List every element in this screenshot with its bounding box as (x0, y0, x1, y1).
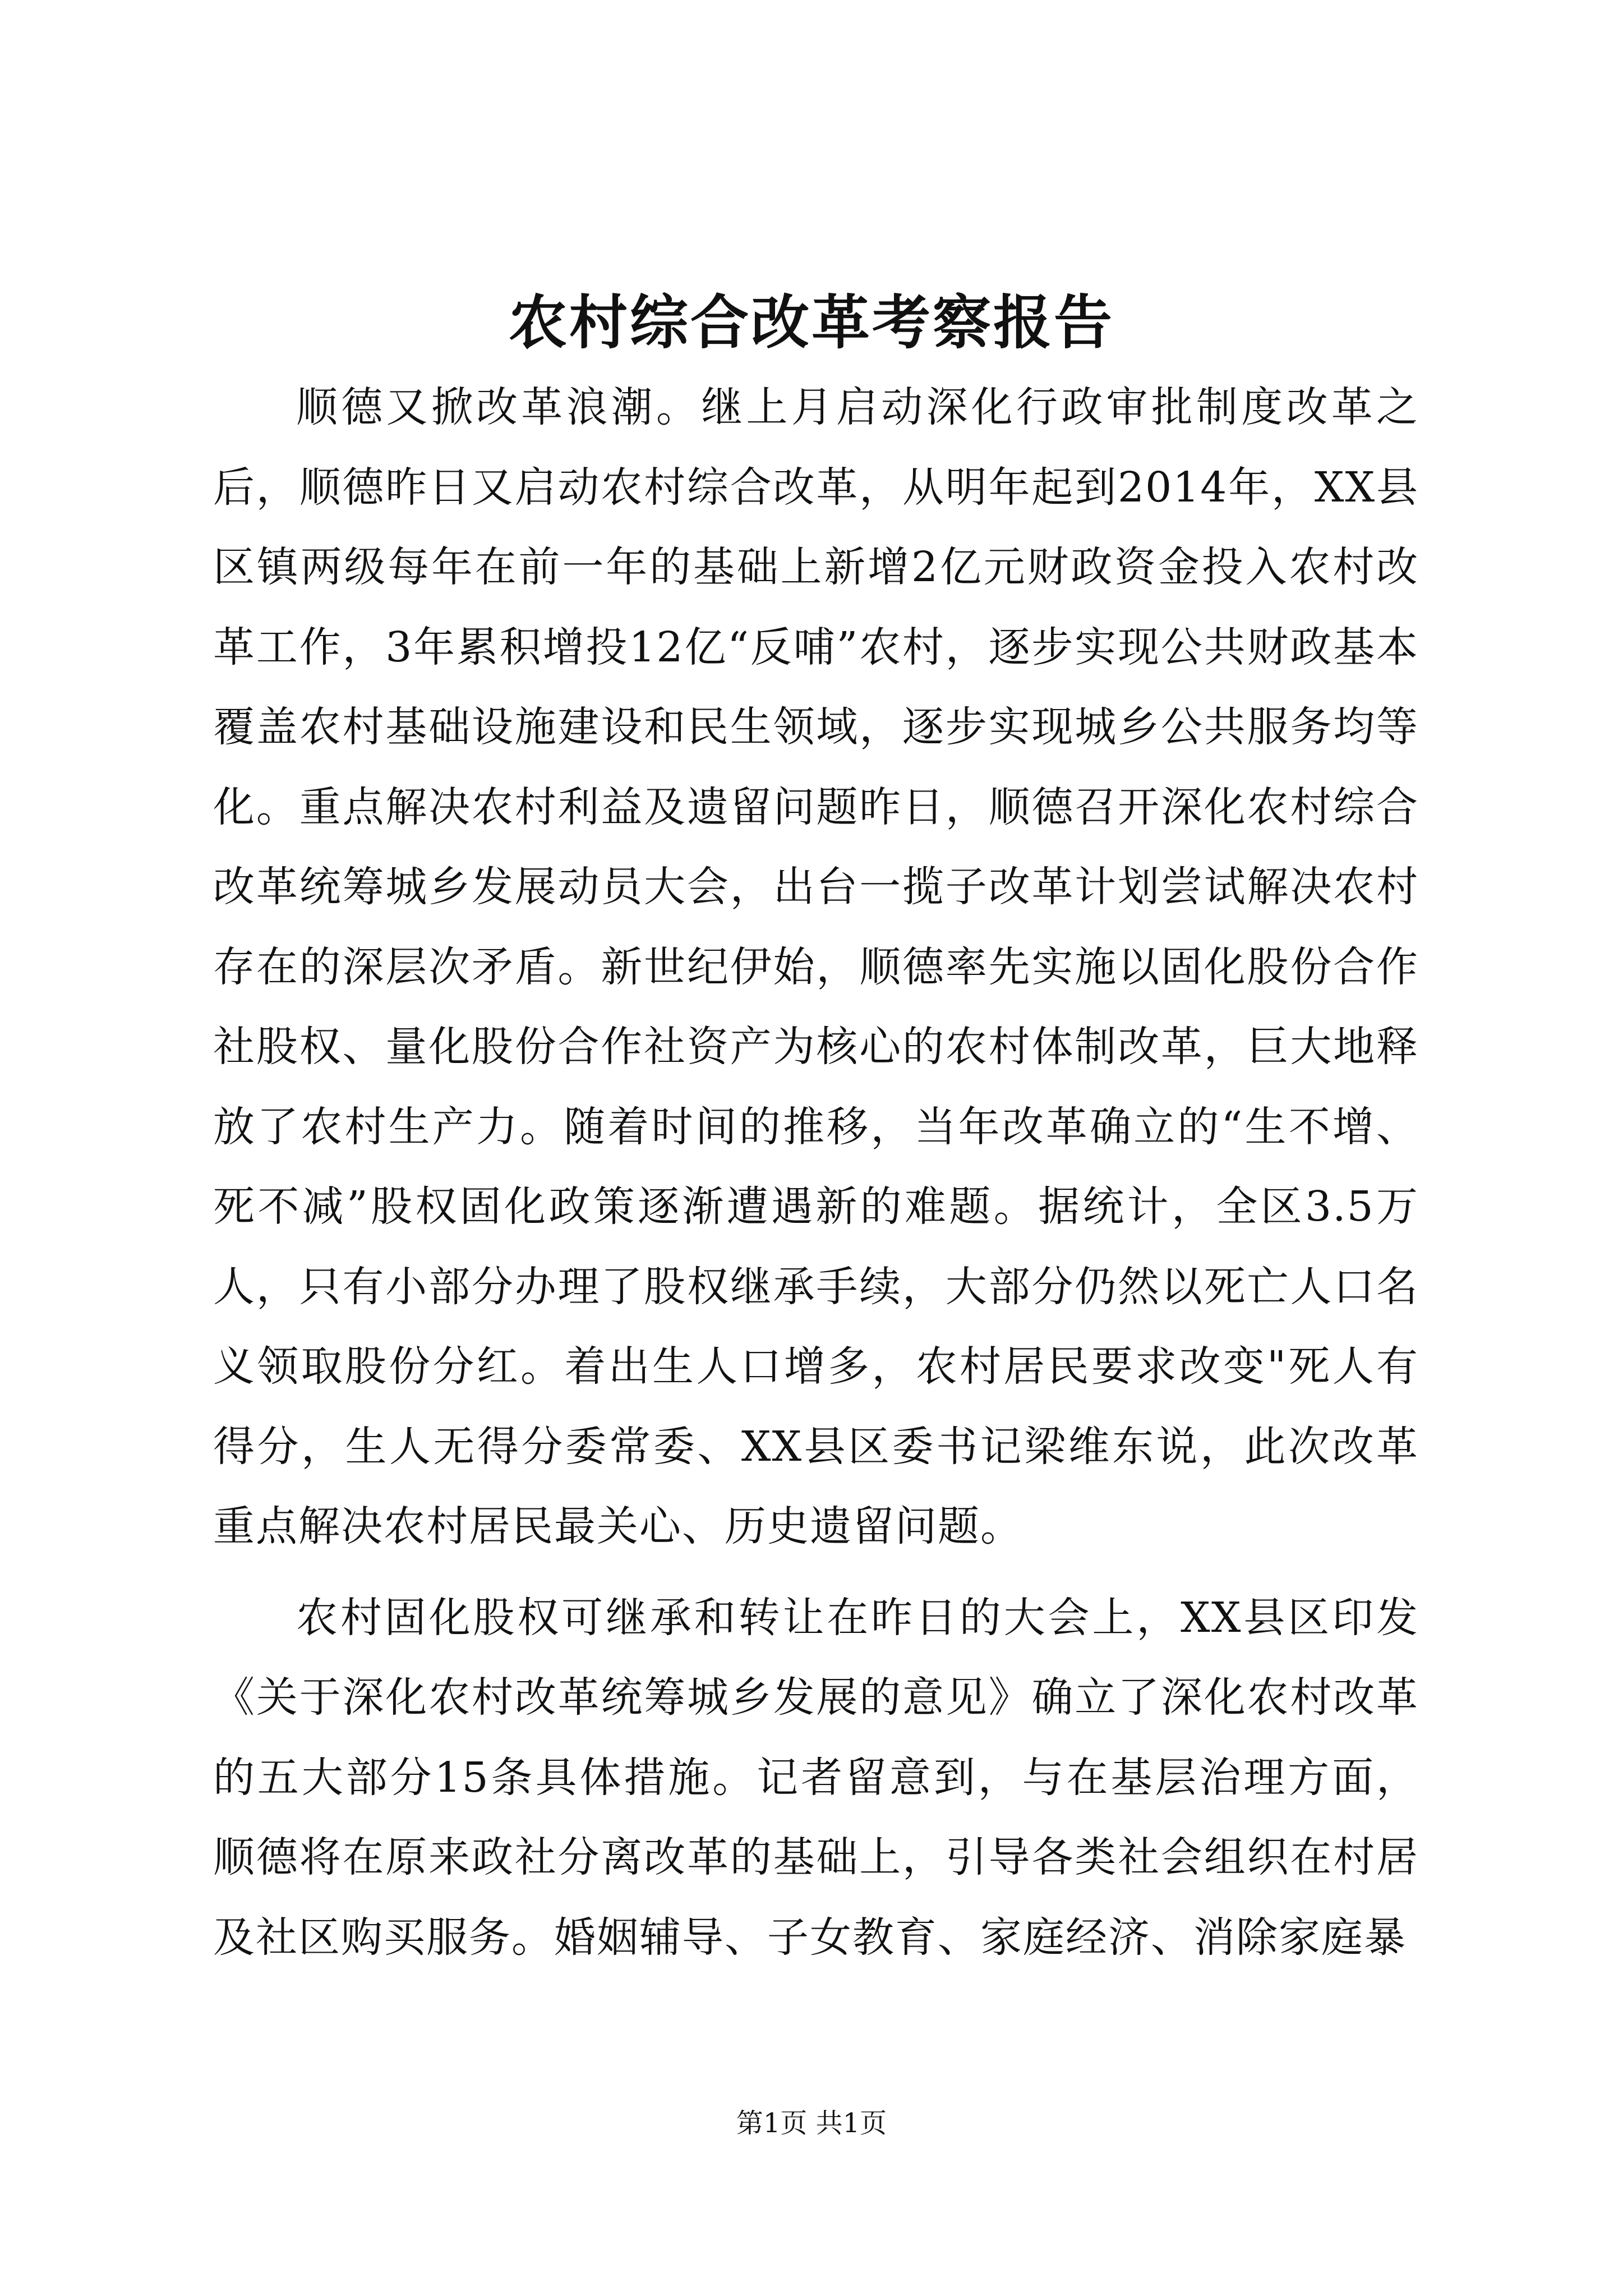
document-title: 农村综合改革考察报告 (508, 288, 1114, 357)
document-body (213, 367, 1419, 1977)
paragraph-1: 顺德又掀改革浪潮。继上月启动深化行政审批制度改革之后，顺德昨日又启动农村综合改革，从明年起到2014年，XX县区镇两级每年在前一年的基础上新增2亿元财政资金投入农村改革工作，3年累积增投12亿“反哺”农村，逐步实现公共财政基本覆盖农村基础设施建设和民生领域，逐步实现城乡公共服务均等化。重点解决农村利益及遗留问题昨日，顺德召开深化农村综合改革统筹城乡发展动员大会，出台一揽子改革计划尝试解决农村存在的深层次矛盾。新世纪伊始，顺德率先实施以固化股份合作社股权、量化股份合作社资产为核心的农村体制改革，巨大地释放了农村生产力。随着时间的推移，当年改革确立的“生不增、死不减”股权固化政策逐渐遭遇新的难题。据统计，全区3.5万人，只有小部分办理了股权继承手续，大部分仍然以死亡人口名义领取股份分红。着出生人口增多，农村居民要求改变"死人有得分，生人无得分委常委、XX县区委书记梁维东说，此次改革重点解决农村居民最关心、历史遗留问题。 (213, 383, 1419, 1550)
paragraph-2: 农村固化股权可继承和转让在昨日的大会上，XX县区印发《关于深化农村改革统筹城乡发展的意见》确立了深化农村改革的五大部分15条具体措施。记者留意到，与在基层治理方面，顺德将在原来政社分离改革的基础上，引导各类社会组织在村居及社区购买服务。婚姻辅导、子女教育、家庭经济、消除家庭暴 (213, 1593, 1419, 1962)
page-footer: 第1页 共1页 (736, 2108, 887, 2139)
